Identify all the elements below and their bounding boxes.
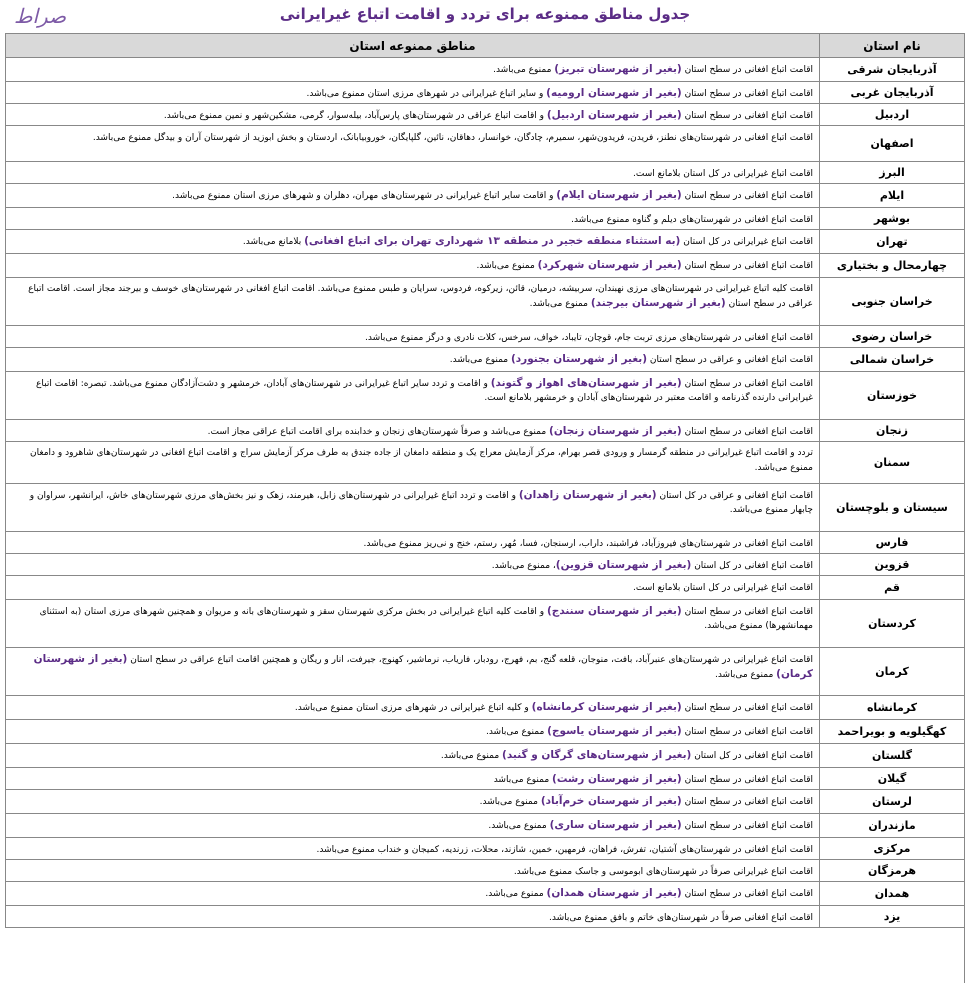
zone-description [5, 278, 819, 326]
zone-text: و اقامت و تردد سایر اتباع غیرایرانی در شهرستان‌های آبادان، خرمشهر و دشت‌آزادگان ممنوع می‌باشد. تبصره: اقامت اتباع غیرایرانی دارنده گذرنامه و اقامت معتبر در شهرستان‌های آبادان و خرمشهر بلامانع است. [36, 379, 813, 403]
zone-text: بلامانع می‌باشد. [242, 237, 305, 247]
exception-text: (بغیر از شهرستان اردبیل) [546, 109, 682, 121]
exception-text: (بغیر از شهرستان سنندج) [546, 605, 682, 617]
zone-description [5, 744, 819, 768]
zone-text: ممنوع می‌باشد. [476, 261, 538, 271]
zone-text: اقامت اتباع افغانی در سطح استان [681, 261, 813, 271]
province-name: اصفهان [819, 126, 964, 162]
province-name: سیستان و بلوچستان [819, 484, 964, 532]
province-name: کرمانشاه [819, 696, 964, 720]
zone-text: اقامت اتباع افغانی و عراقی در کل استان [656, 491, 813, 501]
exception-text: (بغیر از شهرستان‌های گرگان و گنبد) [502, 749, 692, 761]
zone-description [5, 420, 819, 442]
exception-text: (بغیر از شهرستان یاسوج) [547, 725, 682, 737]
province-name: آذربایجان غربی [819, 82, 964, 104]
zone-text: ممنوع می‌باشد. [529, 299, 591, 309]
province-name: آذربایجان شرقی [819, 58, 964, 82]
zone-text: اقامت اتباع افغانی در سطح استان [681, 703, 813, 713]
zone-text: و کلیه اتباع غیرایرانی در شهرهای مرزی استان ممنوع می‌باشد. [294, 703, 532, 713]
zone-description [5, 442, 819, 484]
exception-text: (بغیر از شهرستان زنجان) [549, 425, 682, 437]
province-name: خراسان شمالی [819, 348, 964, 372]
exception-text: (بغیر از شهرستان خرم‌آباد) [540, 795, 682, 807]
zone-text: ، ممنوع می‌باشد. [491, 561, 556, 571]
zone-text: اقامت اتباع افغانی و عراقی در سطح استان [647, 355, 813, 365]
province-name: یزد [819, 906, 964, 928]
zone-text: اقامت اتباع افغانی در سطح استان [681, 379, 813, 389]
province-name: لرستان [819, 790, 964, 814]
province-name: سمنان [819, 442, 964, 484]
zone-text: اقامت اتباع افغانی در کل استان [691, 561, 813, 571]
zone-description [5, 554, 819, 576]
province-name: خراسان رضوی [819, 326, 964, 348]
province-name: خراسان جنوبی [819, 278, 964, 326]
zone-description [5, 882, 819, 906]
zone-description [5, 104, 819, 126]
zone-description [5, 162, 819, 184]
zones-table [5, 33, 965, 983]
zone-text: و اقامت و تردد اتباع غیرایرانی در شهرستان‌های زابل، هیرمند، زهک و نیز بخش‌های مرزی شهرستان‌های خاش، ایرانشهر، سراوان و چابهار ممنوع می‌باشد. [29, 491, 813, 515]
zone-description [5, 648, 819, 696]
zone-description [5, 790, 819, 814]
exception-text: (بغیر از شهرستان ساری) [549, 819, 682, 831]
zone-text: اقامت اتباع افغانی در سطح استان [681, 607, 813, 617]
exception-text: (بغیر از شهرستان‌های اهواز و گتوند) [490, 377, 682, 389]
zone-description [5, 372, 819, 420]
exception-text: (بغیر از شهرستان زاهدان) [518, 489, 657, 501]
exception-text: (بغیر از شهرستان شهرکرد) [537, 259, 682, 271]
zone-description [5, 906, 819, 928]
province-name: کرمان [819, 648, 964, 696]
zone-text: اقامت اتباع افغانی در شهرستان‌های نطنز، فریدن، فریدون‌شهر، سمیرم، چادگان، خوانسار، دهاقان، نائین، گلپایگان، خوروبیابانک، اردستان و بخش ابوزید از شهرستان آران و بیدگل ممنوع می‌باشد. [92, 133, 813, 143]
zone-text: و اقامت سایر اتباع غیرایرانی در شهرستان‌های مهران، دهلران و شهرهای مرزی استان ممنوع می‌باشد. [172, 191, 557, 201]
zone-text: اقامت اتباع افغانی در شهرستان‌های فیروزآباد، فراشبند، داراب، ارسنجان، فسا، مُهر، رستم، خنج و نی‌ریز ممنوع می‌باشد. [363, 539, 813, 549]
zone-description [5, 82, 819, 104]
page-title: جدول مناطق ممنوعه برای تردد و اقامت اتباع غیرایرانی [279, 5, 691, 23]
province-name: گیلان [819, 768, 964, 790]
zone-text: اقامت اتباع افغانی در سطح استان [681, 775, 813, 785]
province-name: البرز [819, 162, 964, 184]
zone-text: ممنوع می‌باشد. [479, 797, 541, 807]
exception-text: (بغیر از شهرستان قزوین) [555, 559, 692, 571]
zone-description [5, 184, 819, 208]
zone-text: اقامت اتباع افغانی در سطح استان [681, 191, 813, 201]
exception-text: (بغیر از شهرستان رشت) [552, 773, 682, 785]
zone-text: و اقامت اتباع عراقی در شهرستان‌های پارس‌آباد، بیله‌سوار، گرمی، مشکین‌شهر و نمین ممنوع می‌باشد. [163, 111, 547, 121]
zone-description [5, 484, 819, 532]
zone-text: اقامت اتباع افغانی در سطح استان [681, 65, 813, 75]
zone-text: اقامت اتباع افغانی صرفاً در شهرستان‌های خاتم و بافق ممنوع می‌باشد. [549, 913, 813, 923]
zone-text: اقامت اتباع افغانی در سطح استان [681, 427, 813, 437]
zone-text: ممنوع می‌باشد. [714, 670, 777, 680]
zone-description [5, 720, 819, 744]
exception-text: (بغیر از شهرستان کرمان) [33, 653, 813, 680]
province-name: قم [819, 576, 964, 600]
province-name: همدان [819, 882, 964, 906]
zone-description [5, 326, 819, 348]
zone-description [5, 230, 819, 254]
zone-description [5, 576, 819, 600]
zone-description [5, 348, 819, 372]
zone-text: اقامت اتباع غیرایرانی صرفاً در شهرستان‌های ابوموسی و جاسک ممنوع می‌باشد. [513, 867, 813, 877]
zone-text: اقامت اتباع افغانی در کل استان [691, 751, 813, 761]
zone-text: اقامت اتباع افغانی در سطح استان [681, 797, 813, 807]
zone-description [5, 208, 819, 230]
zone-text: اقامت اتباع افغانی در شهرستان‌های مرزی تربت جام، قوچان، تایباد، خواف، سرخس، کلات نادری و درگز ممنوع می‌باشد. [365, 333, 813, 343]
province-name: تهران [819, 230, 964, 254]
zone-text: ممنوع می‌باشد و صرفاً شهرستان‌های زنجان و خدابنده برای اقامت اتباع عراقی مجاز است. [207, 427, 550, 437]
zone-text: اقامت اتباع غیرایرانی در کل استان بلامانع است. [633, 583, 813, 593]
province-name: چهارمحال و بختیاری [819, 254, 964, 278]
exception-text: (بغیر از شهرستان بجنورد) [510, 353, 647, 365]
exception-text: (بغیر از شهرستان تبریز) [554, 63, 682, 75]
province-name: کردستان [819, 600, 964, 648]
zone-text: ممنوع می‌باشد. [440, 751, 503, 761]
zone-text: اقامت اتباع غیرایرانی در کل استان [680, 237, 813, 247]
zone-text: اقامت اتباع افغانی در سطح استان [681, 889, 813, 899]
exception-text: (بغیر از شهرستان ارومیه) [546, 87, 682, 99]
header-province: نام استان [819, 34, 964, 58]
exception-text: (بغیر از شهرستان همدان) [546, 887, 682, 899]
zone-text: اقامت اتباع افغانی در سطح استان [681, 89, 813, 99]
province-name: گلستان [819, 744, 964, 768]
zone-description [5, 768, 819, 790]
exception-text: (بغیر از شهرستان ایلام) [556, 189, 682, 201]
zone-text: ممنوع می‌باشد. [485, 727, 548, 737]
zone-text: اقامت اتباع افغانی در شهرستان‌های آشتیان، تفرش، فراهان، فرمهین، خمین، شازند، محلات، زرندیه، کمیجان و خنداب ممنوع می‌باشد. [316, 845, 813, 855]
zone-text: اقامت اتباع افغانی در شهرستان‌های دیلم و گناوه ممنوع می‌باشد. [571, 215, 813, 225]
province-name: ایلام [819, 184, 964, 208]
zone-description [5, 58, 819, 82]
zone-description [5, 254, 819, 278]
province-name: بوشهر [819, 208, 964, 230]
zone-description [5, 860, 819, 882]
header-zones: مناطق ممنوعه استان [5, 34, 819, 58]
province-name: اردبیل [819, 104, 964, 126]
zone-description [5, 814, 819, 838]
zone-text: اقامت کلیه اتباع غیرایرانی در شهرستان‌های مرزی نهبندان، سربیشه، درمیان، قائن، زیرکوه، فردوس، سرایان و طبس ممنوع می‌باشد. اقامت اتباع افغانی در شهرستان‌های خوسف و بیرجند مجاز است. اقامت اتباع عراقی در سطح استان [28, 284, 813, 309]
exception-text: (به استثناء منطقه خجیر در منطقه ۱۳ شهرداری تهران برای اتباع افغانی) [304, 235, 681, 247]
zone-text: اقامت اتباع افغانی در سطح استان [681, 111, 813, 121]
province-name: خوزستان [819, 372, 964, 420]
zone-text: اقامت اتباع غیرایرانی در شهرستان‌های عنبرآباد، بافت، منوجان، قلعه گنج، بم، فهرج، رودبار، فاریاب، نرماشیر، کهنوج، جیرفت، انار و ریگان و همچنین اقامت اتباع عراقی در سطح استان [127, 655, 813, 665]
zone-text: اقامت اتباع غیرایرانی در کل استان بلامانع است. [633, 169, 813, 179]
province-name: زنجان [819, 420, 964, 442]
zone-text: ممنوع می‌باشد. [449, 355, 511, 365]
province-name: مرکزی [819, 838, 964, 860]
zone-text: اقامت اتباع افغانی در سطح استان [681, 821, 813, 831]
logo-mark: صراط [14, 4, 67, 28]
zone-text: اقامت اتباع افغانی در سطح استان [681, 727, 813, 737]
zone-description [5, 600, 819, 648]
province-name: فارس [819, 532, 964, 554]
province-name: هرمزگان [819, 860, 964, 882]
exception-text: (بغیر از شهرستان بیرجند) [590, 297, 726, 309]
province-name: مازندران [819, 814, 964, 838]
zone-description [5, 126, 819, 162]
zone-description [5, 838, 819, 860]
zone-text: ممنوع می‌باشد. [488, 821, 550, 831]
zone-description [5, 696, 819, 720]
zone-text: و اقامت کلیه اتباع غیرایرانی در بخش مرکزی شهرستان سقز و شهرستان‌های بانه و مریوان و همچنین شهرهای مرزی استان (به استثنای مهمانشهرها) ممنوع می‌باشد. [39, 607, 813, 631]
zone-text: ممنوع می‌باشد. [485, 889, 547, 899]
zone-text: و سایر اتباع غیرایرانی در شهرهای مرزی استان ممنوع می‌باشد. [306, 89, 547, 99]
zone-text: ممنوع می‌باشد [493, 775, 553, 785]
province-name: قزوین [819, 554, 964, 576]
zone-description [5, 532, 819, 554]
province-name: کهگیلویه و بویراحمد [819, 720, 964, 744]
zone-text: ممنوع می‌باشد. [493, 65, 555, 75]
zone-text: تردد و اقامت اتباع غیرایرانی در منطقه گرمسار و ورودی قصر بهرام، مرکز آزمایش معراج یک و منطقه دامغان از جاده جندق به طرف مرکز آزمایش سراج و اقامت اتباع افغانی در شهرستان‌های شاهرود و دامغان ممنوع می‌باشد. [30, 448, 813, 473]
exception-text: (بغیر از شهرستان کرمانشاه) [531, 701, 682, 713]
